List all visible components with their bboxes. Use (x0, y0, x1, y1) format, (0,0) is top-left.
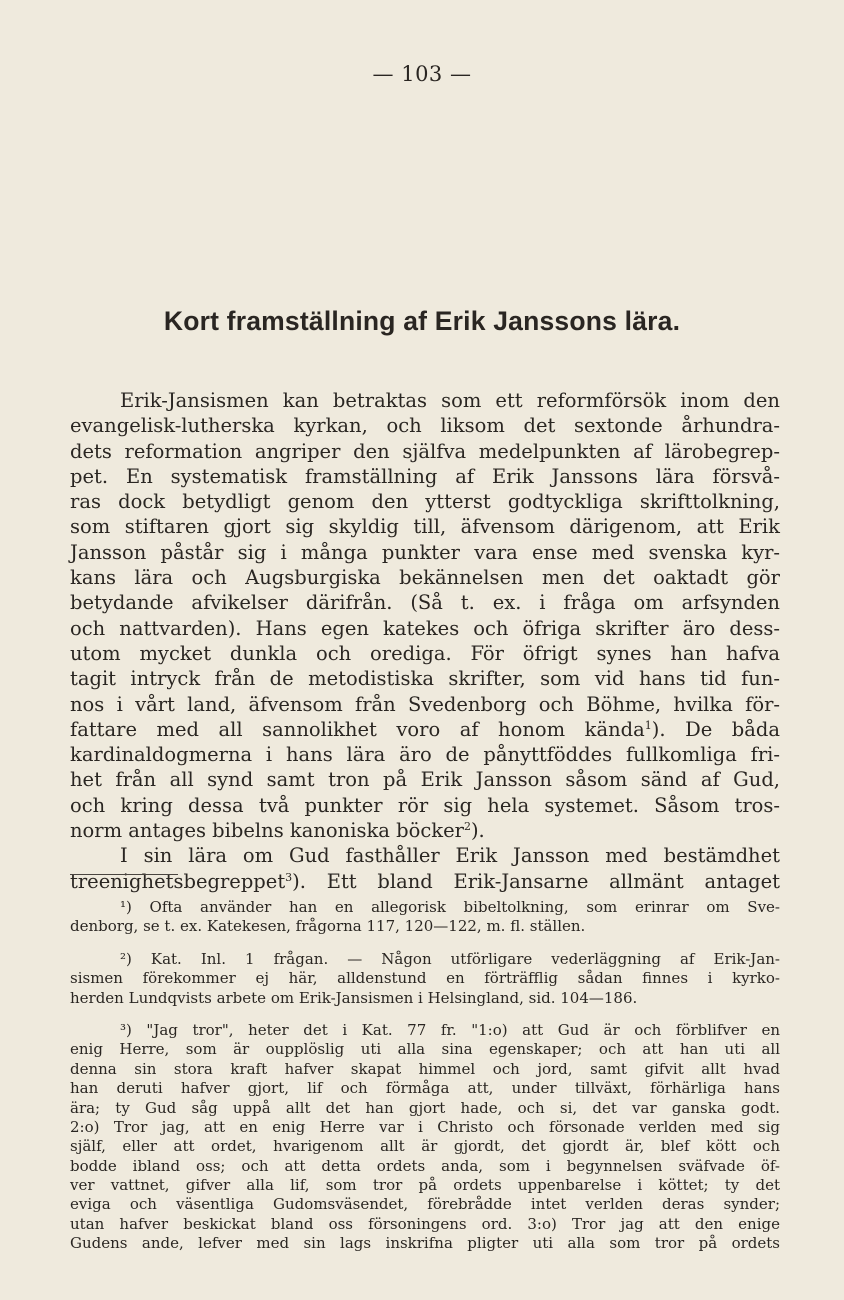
footnote-3-line: enig Herre, som är oupplöslig uti alla sina egenskaper; och att han uti all (70, 1040, 780, 1059)
footnote-2-line: herden Lundqvists arbete om Erik-Jansismen i Helsingland, sid. 104—186. (70, 988, 638, 1007)
body-line: pet. En systematisk framställning af Erik Janssons lära försvå- (70, 464, 780, 488)
note-punct: ). (651, 717, 666, 741)
footnote-3-line: ver vattnet, gifver alla lif, som tror på ordets uppenbarelse i köttet; ty det (70, 1176, 780, 1195)
body-line-text: treenighetsbegreppet (70, 869, 286, 893)
footnote-3-line: utan hafver beskickat bland oss försoningens ord. 3:o) Tror jag att den enige (70, 1214, 780, 1233)
footnote-ref-3: 3 (285, 870, 293, 884)
page-title: Kort framställning af Erik Janssons lära. (163, 306, 681, 336)
body-line-with-note-3 (70, 869, 780, 894)
footnote-3-line: ära; ty Gud såg uppå allt det han gjort hade, och si, det var ganska godt. (70, 1098, 780, 1117)
footnote-divider (70, 874, 178, 875)
body-line: ras dock betydligt genom den ytterst godtyckliga skrifttolkning, (70, 490, 780, 514)
body-line: I sin lära om Gud fasthåller Erik Jansson med bestämdhet (120, 844, 780, 868)
footnote-3-line: eviga och väsentliga Gudomsväsendet, förebrådde intet verlden deras synder; (70, 1195, 780, 1214)
body-line-tail: De båda (685, 717, 780, 741)
body-line: nos i vårt land, äfvensom från Svedenborg och Böhme, hvilka för- (70, 692, 780, 716)
body-line: kardinaldogmerna i hans lära äro de pånyttföddes fullkomliga fri- (70, 743, 780, 767)
footnote-3-line: själf, eller att ordet, hvarigenom allt är gjordt, det gjordt är, blef kött och (70, 1137, 780, 1156)
footnote-3-line: han deruti hafver gjort, lif och förmåga att, under tillväxt, förhärliga hans (70, 1079, 780, 1098)
body-line: som stiftaren gjort sig skyldig till, äfvensom därigenom, att Erik (70, 515, 780, 539)
body-line: utom mycket dunkla och orediga. För öfrigt synes han hafva (70, 641, 780, 665)
footnote-ref-1: 1 (644, 718, 652, 732)
body-line-text: fattare med all sannolikhet voro af honom kända (70, 717, 645, 741)
body-line: kans lära och Augsburgiska bekännelsen men det oaktadt gör (70, 566, 780, 590)
body-line-with-note-2 (70, 818, 780, 843)
footnotes (70, 898, 780, 1254)
footnote-3-line: denna sin stora kraft hafver skapat himmel och jord, samt gifvit allt hvad (70, 1059, 780, 1078)
body-line-text: Ett bland Erik-Jansarne allmänt antaget (326, 869, 780, 893)
body-line-text: norm antages bibelns kanoniska böcker (70, 819, 464, 843)
footnote-2-line: sismen förekommer ej här, alldenstund en förträfflig sådan finnes i kyrko- (70, 969, 780, 988)
body-line: tagit intryck från de metodistiska skrifter, som vid hans tid fun- (70, 667, 780, 691)
body-line: betydande afvikelser därifrån. (Så t. ex. i fråga om arfsynden (70, 591, 780, 615)
body-text (70, 388, 780, 894)
note-punct: ). (470, 819, 485, 843)
body-line: och nattvarden). Hans egen katekes och öfriga skrifter äro dess- (70, 616, 780, 640)
footnote-ref-2: 2 (463, 820, 471, 834)
body-line: evangelisk-lutherska kyrkan, och liksom det sextonde århundra- (70, 414, 780, 438)
page-number: — 103 — (372, 62, 472, 86)
footnote-2-line: ²) Kat. Inl. 1 frågan. — Någon utförligare vederläggning af Erik-Jan- (120, 949, 780, 968)
body-line: dets reformation angriper den själfva medelpunkten af lärobegrep- (70, 439, 780, 463)
footnote-1-line: denborg, se t. ex. Katekesen, frågorna 117, 120—122, m. fl. ställen. (70, 917, 586, 936)
body-line: Erik-Jansismen kan betraktas som ett reformförsök inom den (120, 389, 780, 412)
footnote-3-line: 2:o) Tror jag, att en enig Herre var i Christo och försonade verlden med sig (70, 1117, 780, 1136)
body-line-with-note-1 (70, 717, 780, 742)
note-punct: ). (292, 869, 306, 893)
footnote-1-line: ¹) Ofta använder han en allegorisk bibeltolkning, som erinrar om Sve- (120, 898, 780, 916)
footnote-3-line: Gudens ande, lefver med sin lags inskrifna pligter uti alla som tror på ordets (70, 1234, 780, 1253)
footnote-3-line: ³) "Jag tror", heter det i Kat. 77 fr. "1:o) att Gud är och förblifver en (120, 1020, 780, 1039)
body-line: Jansson påstår sig i många punkter vara ense med svenska kyr- (70, 540, 780, 564)
body-line: och kring dessa två punkter rör sig hela systemet. Såsom tros- (70, 793, 780, 817)
footnote-3-line: bodde ibland oss; och att detta ordets anda, som i begynnelsen sväfvade öf- (70, 1156, 780, 1175)
body-line: het från all synd samt tron på Erik Jansson såsom sänd af Gud, (70, 768, 780, 792)
